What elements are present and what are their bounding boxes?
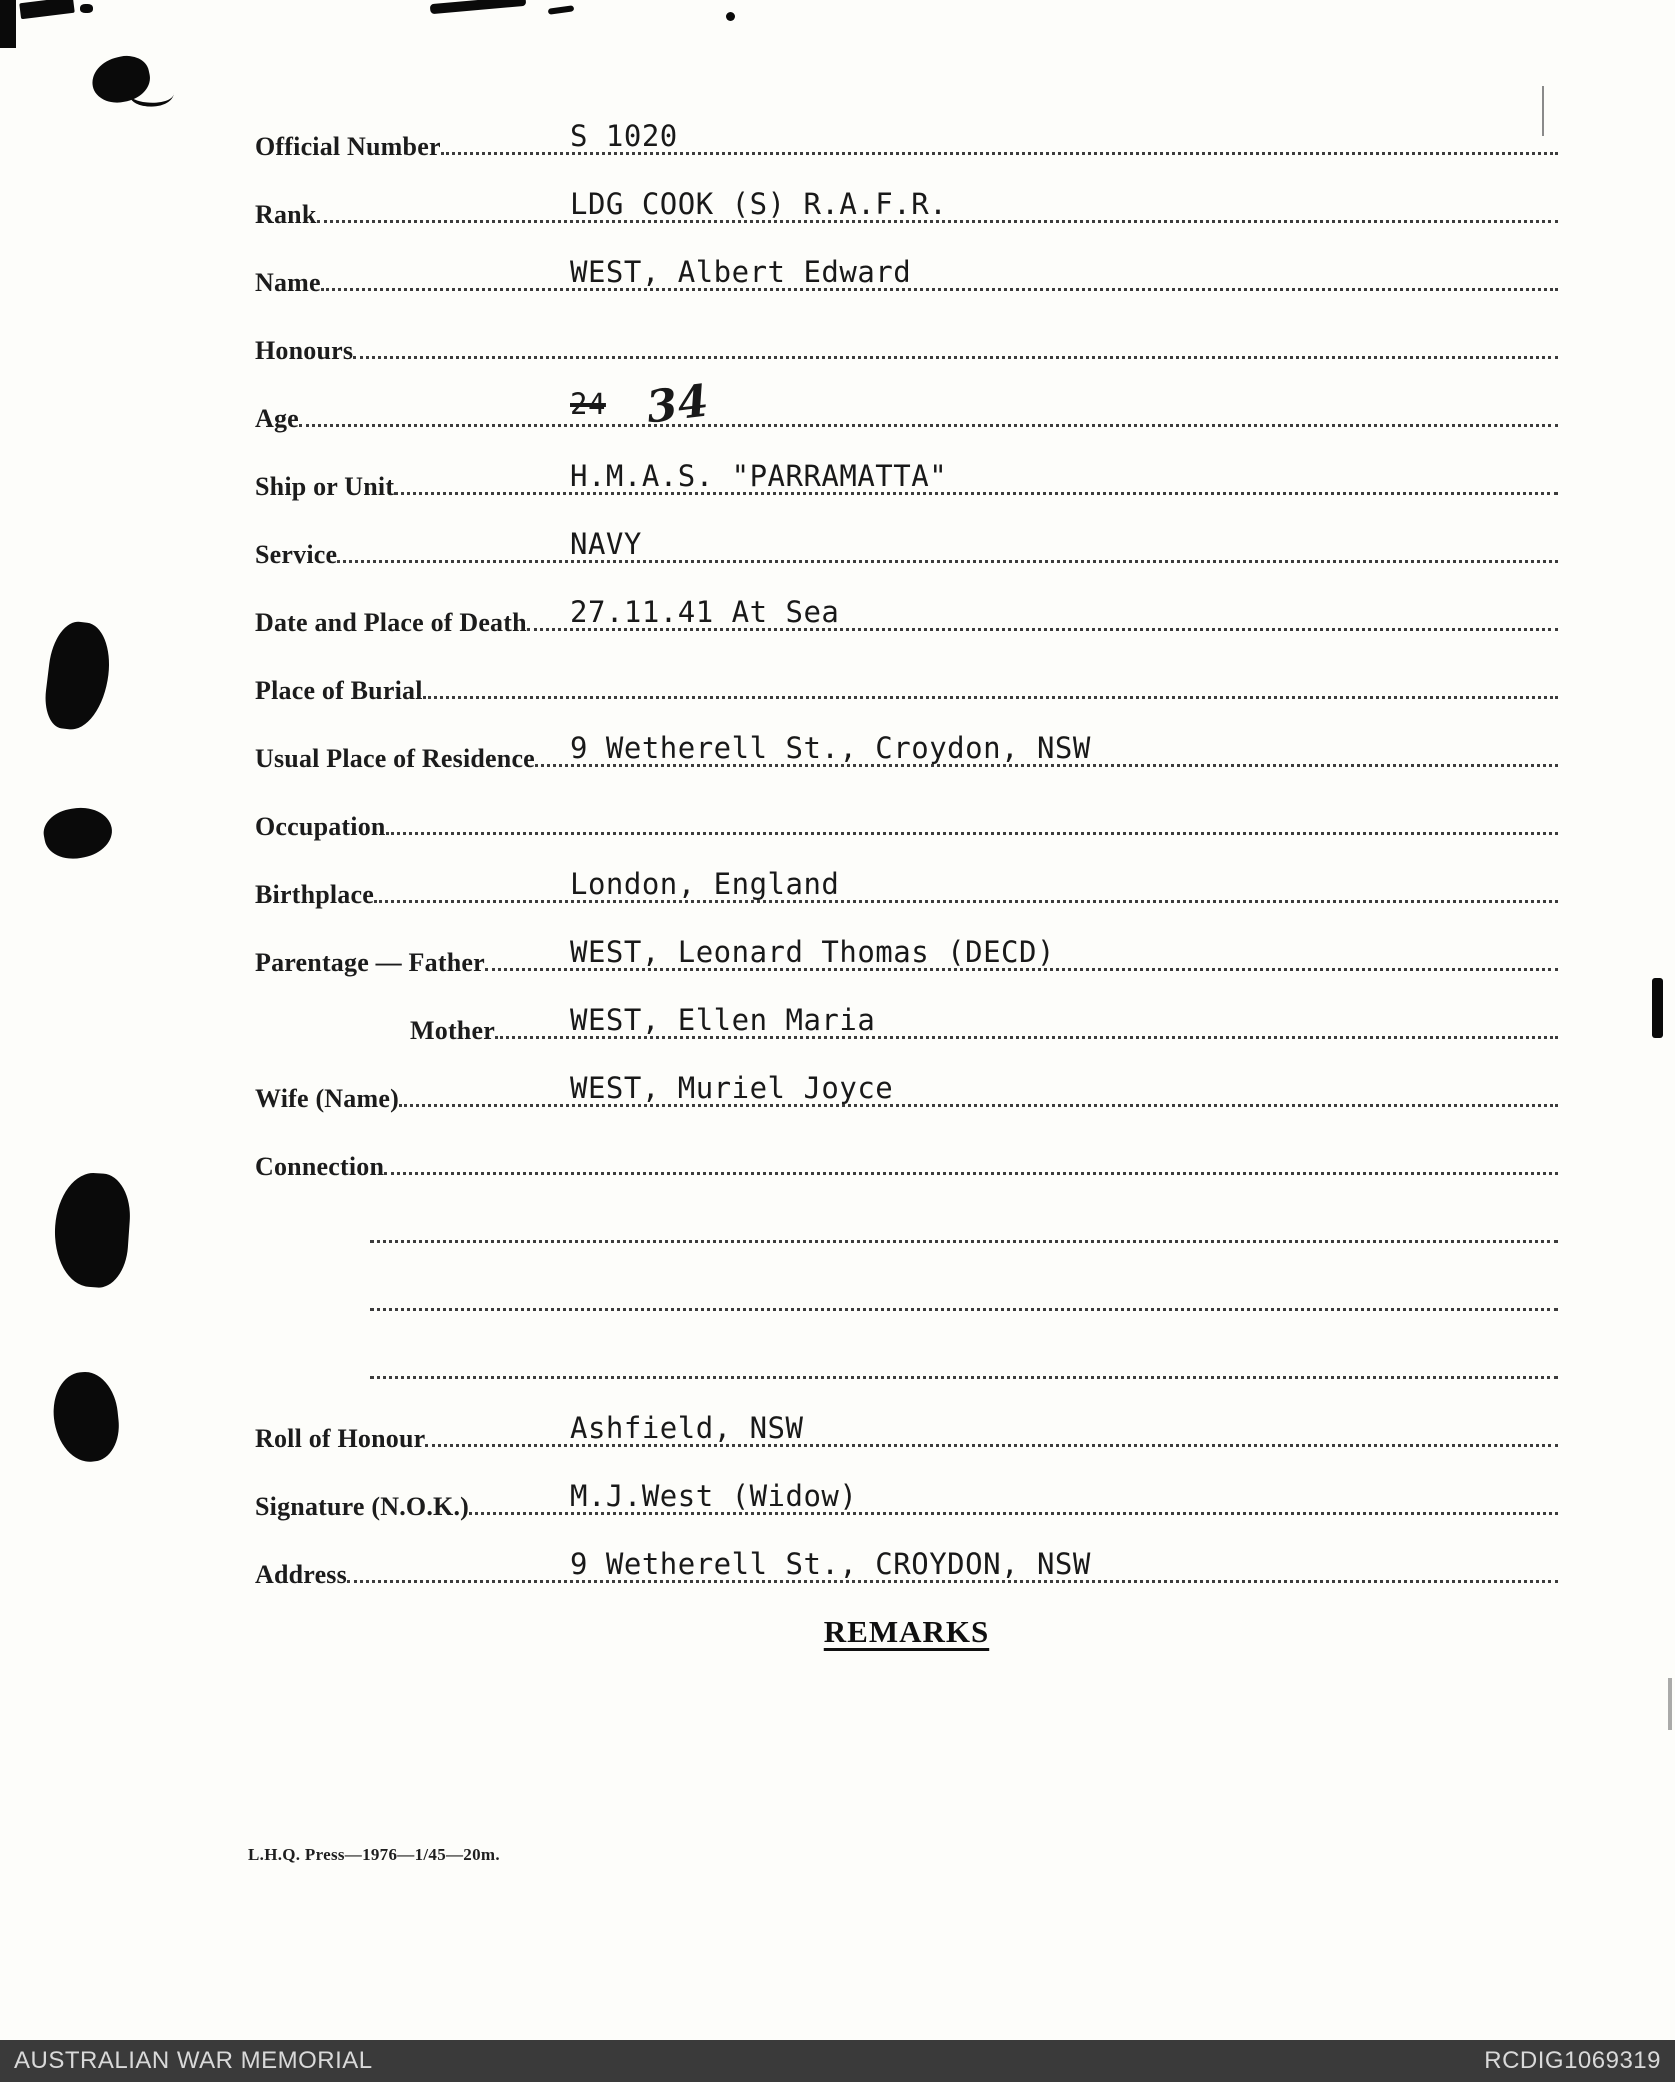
ink-blob [88, 51, 154, 107]
connection-continuation-line [370, 1248, 1558, 1316]
field-official-number [255, 92, 1558, 160]
field-value: London, England [570, 867, 840, 901]
field-address [255, 1520, 1558, 1588]
field-value: WEST, Albert Edward [570, 255, 912, 289]
field-label: Service [255, 539, 338, 569]
field-usual-place-of-residence [255, 704, 1558, 772]
field-age [255, 364, 1558, 432]
field-value: WEST, Ellen Maria [570, 1003, 876, 1037]
printers-imprint: L.H.Q. Press—1976—1/45—20m. [248, 1845, 500, 1864]
field-value: 9 Wetherell St., Croydon, NSW [570, 731, 1091, 765]
field-signature-nok [255, 1452, 1558, 1520]
field-wife-name [255, 1044, 1558, 1112]
field-value: M.J.West (Widow) [570, 1479, 858, 1513]
scan-edge-mark [19, 0, 75, 19]
field-label: Age [255, 403, 299, 433]
field-value: 9 Wetherell St., CROYDON, NSW [570, 1547, 1091, 1581]
field-label: Rank [255, 199, 317, 229]
scan-edge-mark [1668, 1678, 1672, 1730]
field-value: NAVY [570, 527, 642, 561]
field-label: Occupation [255, 811, 386, 841]
field-label: Place of Burial [255, 675, 423, 705]
dotted-leader [370, 1375, 1558, 1379]
dotted-leader [370, 1307, 1558, 1311]
field-occupation [255, 772, 1558, 840]
field-value: H.M.A.S. "PARRAMATTA" [570, 459, 948, 493]
dotted-leader [337, 559, 1558, 563]
field-value: WEST, Leonard Thomas (DECD) [570, 935, 1055, 969]
archive-record-id: RCDIG1069319 [1484, 2047, 1661, 2074]
connection-continuation-line [370, 1316, 1558, 1384]
field-ship-or-unit [255, 432, 1558, 500]
dotted-leader [370, 1239, 1558, 1243]
ink-blob [51, 1171, 133, 1290]
field-label: Name [255, 267, 321, 297]
dotted-leader [423, 695, 1558, 699]
service-record-form [255, 92, 1558, 1650]
scan-speck [726, 12, 735, 21]
field-service [255, 500, 1558, 568]
field-roll-of-honour [255, 1384, 1558, 1452]
connection-continuation-line [370, 1180, 1558, 1248]
field-label: Honours [255, 335, 354, 365]
field-place-of-burial [255, 636, 1558, 704]
field-birthplace [255, 840, 1558, 908]
field-label: Address [255, 1559, 347, 1589]
field-value [570, 374, 712, 434]
scan-edge-mark [430, 0, 527, 14]
field-label: Usual Place of Residence [255, 743, 535, 773]
field-value: LDG COOK (S) R.A.F.R. [570, 187, 948, 221]
dotted-leader [353, 355, 1558, 359]
scan-edge-mark [80, 4, 93, 13]
dotted-leader [394, 491, 1558, 495]
ink-blob [40, 802, 116, 864]
field-parentage-father [255, 908, 1558, 976]
field-value: S 1020 [570, 119, 678, 153]
dotted-leader [384, 1171, 1558, 1175]
dotted-leader [374, 899, 1558, 903]
field-label: Mother [410, 1015, 495, 1045]
field-label: Date and Place of Death [255, 607, 527, 637]
field-value: 27.11.41 At Sea [570, 595, 840, 629]
remarks-heading: REMARKS [823, 1614, 990, 1649]
field-label: Parentage — Father [255, 947, 485, 977]
dotted-leader [299, 423, 1558, 427]
age-handwritten-value: 34 [643, 375, 712, 434]
field-name [255, 228, 1558, 296]
age-struck-out-value: 24 [570, 387, 606, 421]
scan-edge-mark [0, 0, 16, 48]
ink-blob [42, 619, 115, 734]
field-label: Roll of Honour [255, 1423, 426, 1453]
field-label: Ship or Unit [255, 471, 395, 501]
field-label: Official Number [255, 131, 441, 161]
field-label: Signature (N.O.K.) [255, 1491, 470, 1521]
field-label: Birthplace [255, 879, 374, 909]
archive-source-label: AUSTRALIAN WAR MEMORIAL [14, 2047, 373, 2074]
scan-edge-mark [548, 5, 575, 15]
field-honours [255, 296, 1558, 364]
field-parentage-mother [410, 976, 1558, 1044]
scan-edge-mark [1652, 978, 1663, 1038]
field-value: WEST, Muriel Joyce [570, 1071, 894, 1105]
field-value: Ashfield, NSW [570, 1411, 804, 1445]
dotted-leader [321, 287, 1558, 291]
field-label: Connection [255, 1151, 385, 1181]
field-label: Wife (Name) [255, 1083, 399, 1113]
dotted-leader [386, 831, 1558, 835]
field-connection [255, 1112, 1558, 1180]
archive-footer-bar [0, 2040, 1675, 2082]
ink-blob [49, 1369, 122, 1465]
field-date-place-of-death [255, 568, 1558, 636]
field-rank [255, 160, 1558, 228]
